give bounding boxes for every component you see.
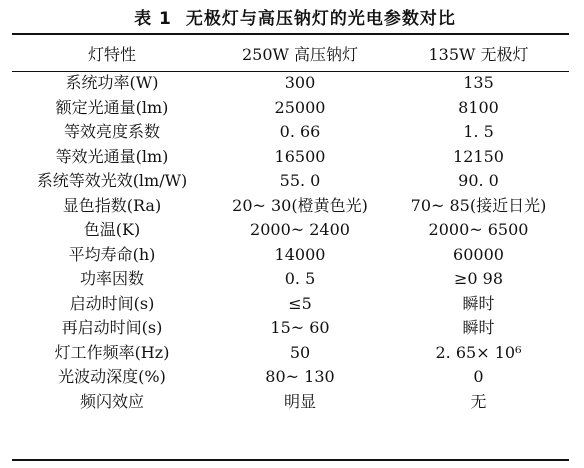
table-row (12, 169, 569, 194)
table-row (12, 96, 569, 121)
induction-value: 135 (463, 73, 494, 93)
hps-value: 50 (289, 342, 311, 362)
induction-value: 90. 0 (458, 171, 499, 191)
hps-value: 80~ 130 (265, 367, 335, 387)
row-label: 平均寿命(h) (68, 244, 156, 264)
table-row (12, 243, 569, 268)
hps-value: 16500 (274, 146, 326, 166)
induction-value: 70~ 85(接近日光) (410, 195, 547, 215)
induction-value: 60000 (453, 244, 504, 264)
row-label: 额定光通量(lm) (55, 97, 169, 117)
hps-value: 0. 5 (284, 269, 316, 289)
row-label: 色温(K) (83, 220, 141, 240)
induction-value: 8100 (458, 97, 499, 117)
row-label: 等效亮度系数 (63, 122, 160, 142)
table-row (12, 316, 569, 341)
table-row (12, 365, 569, 390)
induction-value: 无 (470, 391, 487, 411)
induction-value: 0 (473, 367, 484, 387)
induction-value: 2. 65× 10⁶ (435, 342, 522, 362)
induction-value: 瞬时 (462, 318, 495, 338)
hps-value: 14000 (274, 244, 326, 264)
table-title: 无极灯与高压钠灯的光电参数对比 (185, 9, 456, 29)
row-label: 灯工作频率(Hz) (54, 342, 170, 362)
induction-value: 2000~ 6500 (428, 220, 529, 240)
header-row (12, 35, 569, 71)
hps-value: 明显 (283, 391, 316, 411)
table-row (12, 71, 569, 96)
hps-value: 15~ 60 (270, 318, 330, 338)
table-row (12, 120, 569, 145)
table-row (12, 267, 569, 292)
hps-value: 20~ 30(橙黄色光) (232, 195, 368, 215)
hps-value: 55. 0 (279, 171, 321, 191)
hps-value: 300 (284, 73, 316, 93)
row-label: 系统等效光效(lm/W) (36, 171, 188, 191)
row-label: 功率因数 (79, 269, 144, 289)
header-cell-hps-lamp: 250W 高压钠灯 (241, 44, 359, 64)
table-number: 表 1 (134, 9, 172, 29)
induction-value: 1. 5 (463, 122, 494, 142)
table-row (12, 145, 569, 170)
row-label: 光波动深度(%) (58, 367, 166, 387)
row-label: 频闪效应 (79, 391, 144, 411)
hps-value: 0. 66 (279, 122, 321, 142)
header-cell-property: 灯特性 (87, 44, 136, 64)
table-caption (0, 4, 584, 29)
row-label: 启动时间(s) (69, 293, 155, 313)
row-label: 显色指数(Ra) (62, 195, 162, 215)
table-row (12, 390, 569, 415)
table-row (12, 292, 569, 317)
table-row (12, 194, 569, 219)
hps-value: 25000 (274, 97, 326, 117)
induction-value: ≥0 98 (453, 269, 504, 289)
hps-value: 2000~ 2400 (250, 220, 350, 240)
table-row (12, 218, 569, 243)
bottom-rule (12, 459, 569, 461)
induction-value: 瞬时 (462, 293, 495, 313)
hps-value: ≤5 (288, 293, 312, 313)
header-cell-induction-lamp: 135W 无极灯 (428, 44, 529, 64)
comparison-table (12, 35, 569, 414)
row-label: 再启动时间(s) (61, 318, 163, 338)
row-label: 系统功率(W) (65, 73, 159, 93)
induction-value: 12150 (453, 146, 504, 166)
row-label: 等效光通量(lm) (55, 146, 169, 166)
table-row (12, 341, 569, 366)
